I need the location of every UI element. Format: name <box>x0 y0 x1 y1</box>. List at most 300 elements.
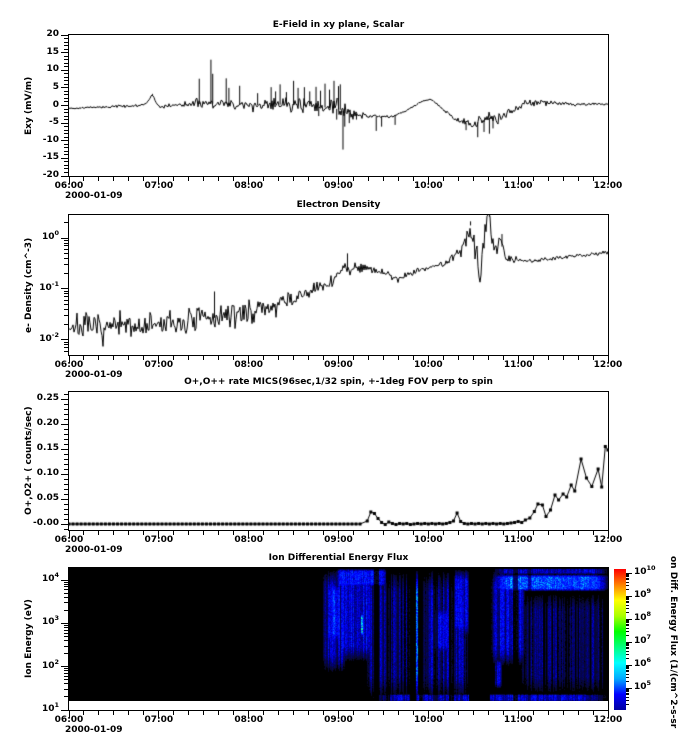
x-minor-tick <box>563 711 564 715</box>
x-minor-tick <box>398 356 399 360</box>
y-minor-tick <box>64 434 68 435</box>
x-minor-tick <box>188 356 189 360</box>
x-minor-tick <box>278 356 279 360</box>
x-minor-tick <box>533 531 534 535</box>
x-minor-tick <box>443 711 444 715</box>
y-minor-tick <box>64 479 68 480</box>
y-tick-label: 20 <box>46 29 59 39</box>
y-minor-tick <box>64 168 68 169</box>
x-tick-label: 07:00 <box>144 181 174 191</box>
x-minor-tick <box>203 356 204 360</box>
colorbar-minor-tick <box>626 608 629 609</box>
x-minor-tick <box>218 531 219 535</box>
x-minor-tick <box>488 711 489 715</box>
x-tick-label: 12:00 <box>593 181 623 191</box>
panel2-y-axis-label: e- Density (cm^-3) <box>24 237 34 333</box>
x-minor-tick <box>218 177 219 181</box>
x-tick-label: 07:00 <box>144 360 174 370</box>
colorbar-minor-tick <box>626 582 629 583</box>
y-minor-tick <box>64 273 68 274</box>
x-minor-tick <box>278 531 279 535</box>
x-minor-tick <box>458 531 459 535</box>
x-minor-tick <box>533 177 534 181</box>
x-tick-label: 09:00 <box>324 181 353 191</box>
y-major-tick <box>61 499 68 500</box>
y-minor-tick <box>64 633 68 634</box>
y-minor-tick <box>64 673 68 674</box>
y-minor-tick <box>64 45 68 46</box>
colorbar-minor-tick <box>626 585 629 586</box>
y-major-tick <box>61 123 68 124</box>
date-label: 2000-01-09 <box>65 191 123 201</box>
x-minor-tick <box>308 531 309 535</box>
y-minor-tick <box>64 454 68 455</box>
y-minor-tick <box>64 414 68 415</box>
y-minor-tick <box>64 519 68 520</box>
colorbar-tick-label: $10^8$ <box>634 610 652 623</box>
y-major-tick <box>61 424 68 425</box>
y-minor-tick <box>64 304 68 305</box>
x-minor-tick <box>263 531 264 535</box>
ion-flux-spectrogram <box>69 568 608 701</box>
x-tick-label: 10:00 <box>414 360 443 370</box>
y-tick-label: $10^3$ <box>41 614 59 628</box>
y-minor-tick <box>64 429 68 430</box>
x-minor-tick <box>83 531 84 535</box>
y-tick-label: 0.05 <box>36 493 59 503</box>
panel4-title: Ion Differential Energy Flux <box>268 553 409 563</box>
x-minor-tick <box>263 711 264 715</box>
y-tick-label: $10^4$ <box>41 571 59 585</box>
y-minor-tick <box>64 630 68 631</box>
x-minor-tick <box>263 177 264 181</box>
y-major-tick <box>61 288 68 289</box>
y-minor-tick <box>64 646 68 647</box>
x-tick-label: 12:00 <box>593 715 623 725</box>
colorbar-minor-tick <box>626 624 629 625</box>
x-tick-label: 09:00 <box>324 715 353 725</box>
y-major-tick <box>61 238 68 239</box>
y-tick-label: $10^{-2}$ <box>39 330 59 344</box>
x-minor-tick <box>578 711 579 715</box>
x-minor-tick <box>293 531 294 535</box>
colorbar-minor-tick <box>626 689 629 690</box>
y-minor-tick <box>64 324 68 325</box>
colorbar-minor-tick <box>626 704 629 705</box>
y-minor-tick <box>64 696 68 697</box>
y-tick-label: 0.15 <box>36 443 59 453</box>
colorbar-minor-tick <box>626 671 629 672</box>
y-minor-tick <box>64 464 68 465</box>
y-minor-tick <box>64 249 68 250</box>
x-tick-label: 06:00 <box>54 715 84 725</box>
colorbar-minor-tick <box>626 681 629 682</box>
y-minor-tick <box>64 509 68 510</box>
y-minor-tick <box>64 653 68 654</box>
colorbar-minor-tick <box>626 578 629 579</box>
y-minor-tick <box>64 351 68 352</box>
y-tick-label: 0 <box>52 99 59 110</box>
x-minor-tick <box>188 711 189 715</box>
x-minor-tick <box>293 177 294 181</box>
y-minor-tick <box>64 94 68 95</box>
y-tick-label: 15 <box>46 46 59 57</box>
x-minor-tick <box>368 177 369 181</box>
colorbar-minor-tick <box>626 667 629 668</box>
x-minor-tick <box>383 531 384 535</box>
y-minor-tick <box>64 172 68 173</box>
colorbar-minor-tick <box>626 575 629 576</box>
colorbar-minor-tick <box>626 589 629 590</box>
y-major-tick <box>61 52 68 53</box>
y-minor-tick <box>64 347 68 348</box>
y-minor-tick <box>64 130 68 131</box>
y-minor-tick <box>64 222 68 223</box>
x-minor-tick <box>398 711 399 715</box>
colorbar-minor-tick <box>626 622 629 623</box>
colorbar-tick-label: $10^5$ <box>634 679 652 692</box>
x-minor-tick <box>578 531 579 535</box>
x-minor-tick <box>173 177 174 181</box>
y-tick-label: 0.25 <box>36 393 59 403</box>
y-major-tick <box>61 105 68 106</box>
y-minor-tick <box>64 258 68 259</box>
x-tick-label: 10:00 <box>414 715 443 725</box>
y-minor-tick <box>64 56 68 57</box>
colorbar-tick-label: $10^6$ <box>634 656 652 669</box>
x-tick-label: 10:00 <box>414 181 443 191</box>
y-minor-tick <box>64 243 68 244</box>
colorbar-minor-tick <box>626 576 629 577</box>
y-minor-tick <box>64 584 68 585</box>
y-minor-tick <box>64 668 68 669</box>
x-minor-tick <box>383 177 384 181</box>
x-minor-tick <box>368 531 369 535</box>
y-minor-tick <box>64 38 68 39</box>
x-minor-tick <box>533 711 534 715</box>
y-minor-tick <box>64 63 68 64</box>
x-minor-tick <box>218 711 219 715</box>
date-label: 2000-01-09 <box>65 545 123 555</box>
y-minor-tick <box>64 84 68 85</box>
panel1-y-axis-label: Exy (mV/m) <box>24 76 34 135</box>
y-minor-tick <box>64 112 68 113</box>
y-minor-tick <box>64 144 68 145</box>
y-tick-label: $10^0$ <box>41 229 59 243</box>
x-minor-tick <box>533 356 534 360</box>
colorbar-minor-tick <box>626 635 629 636</box>
electron-density-line-chart <box>69 215 608 355</box>
y-minor-tick <box>64 484 68 485</box>
y-minor-tick <box>64 676 68 677</box>
x-minor-tick <box>278 711 279 715</box>
y-minor-tick <box>64 625 68 626</box>
y-minor-tick <box>64 529 68 530</box>
x-minor-tick <box>173 711 174 715</box>
x-minor-tick <box>353 177 354 181</box>
colorbar-minor-tick <box>626 670 629 671</box>
colorbar-minor-tick <box>626 691 629 692</box>
colorbar-minor-tick <box>626 599 629 600</box>
y-major-tick <box>61 623 68 624</box>
y-minor-tick <box>64 494 68 495</box>
x-tick-label: 08:00 <box>234 181 263 191</box>
x-tick-label: 10:00 <box>414 535 443 545</box>
date-label: 2000-01-09 <box>65 370 123 380</box>
y-minor-tick <box>64 300 68 301</box>
y-minor-tick <box>64 91 68 92</box>
x-minor-tick <box>173 531 174 535</box>
y-minor-tick <box>64 582 68 583</box>
x-tick-label: 11:00 <box>503 535 533 545</box>
panel3-title: O+,O++ rate MICS(96sec,1/32 spin, +-1deg FOV perp to spin <box>184 377 493 387</box>
y-minor-tick <box>64 689 68 690</box>
y-tick-label: $10^1$ <box>41 701 59 714</box>
y-minor-tick <box>64 459 68 460</box>
x-minor-tick <box>98 356 99 360</box>
y-minor-tick <box>64 586 68 587</box>
x-minor-tick <box>98 177 99 181</box>
x-minor-tick <box>563 356 564 360</box>
y-minor-tick <box>64 137 68 138</box>
x-minor-tick <box>488 531 489 535</box>
x-minor-tick <box>578 177 579 181</box>
x-tick-label: 11:00 <box>503 360 533 370</box>
y-major-tick <box>61 158 68 159</box>
x-minor-tick <box>353 531 354 535</box>
y-tick-label: -0.00 <box>33 518 59 528</box>
y-tick-label: -20 <box>42 170 59 180</box>
y-minor-tick <box>64 444 68 445</box>
colorbar-minor-tick <box>626 648 629 649</box>
colorbar-minor-tick <box>626 643 629 644</box>
x-minor-tick <box>458 356 459 360</box>
colorbar-minor-tick <box>626 628 629 629</box>
x-minor-tick <box>368 356 369 360</box>
x-tick-label: 11:00 <box>503 715 533 725</box>
ion-rate-line-chart <box>69 392 608 530</box>
y-major-tick <box>61 580 68 581</box>
y-minor-tick <box>64 161 68 162</box>
colorbar-minor-tick <box>626 674 629 675</box>
y-minor-tick <box>64 98 68 99</box>
y-tick-label: 10 <box>46 64 59 75</box>
colorbar-minor-tick <box>626 693 629 694</box>
x-minor-tick <box>263 356 264 360</box>
y-major-tick <box>61 710 68 711</box>
colorbar-minor-tick <box>626 612 629 613</box>
colorbar-minor-tick <box>626 631 629 632</box>
y-minor-tick <box>64 593 68 594</box>
y-minor-tick <box>64 344 68 345</box>
x-minor-tick <box>578 356 579 360</box>
x-minor-tick <box>398 531 399 535</box>
y-minor-tick <box>64 101 68 102</box>
x-tick-label: 08:00 <box>234 360 263 370</box>
x-minor-tick <box>128 711 129 715</box>
x-minor-tick <box>308 356 309 360</box>
x-minor-tick <box>128 531 129 535</box>
x-minor-tick <box>458 711 459 715</box>
y-minor-tick <box>64 80 68 81</box>
y-minor-tick <box>64 154 68 155</box>
date-label: 2000-01-09 <box>65 725 123 735</box>
colorbar-minor-tick <box>626 690 629 691</box>
panel2-title: Electron Density <box>296 200 381 210</box>
y-major-tick <box>61 524 68 525</box>
y-minor-tick <box>64 109 68 110</box>
y-minor-tick <box>64 73 68 74</box>
y-major-tick <box>61 70 68 71</box>
x-minor-tick <box>473 177 474 181</box>
y-minor-tick <box>64 49 68 50</box>
y-minor-tick <box>64 602 68 603</box>
colorbar-minor-tick <box>626 645 629 646</box>
y-minor-tick <box>64 404 68 405</box>
y-major-tick <box>61 35 68 36</box>
x-minor-tick <box>83 177 84 181</box>
x-minor-tick <box>548 356 549 360</box>
y-tick-label: 0.10 <box>36 468 59 478</box>
x-minor-tick <box>113 531 114 535</box>
colorbar-minor-tick <box>626 574 629 575</box>
x-minor-tick <box>383 711 384 715</box>
colorbar-minor-tick <box>626 597 629 598</box>
x-minor-tick <box>353 356 354 360</box>
y-minor-tick <box>64 409 68 410</box>
x-tick-label: 12:00 <box>593 535 623 545</box>
colorbar-minor-tick <box>626 700 629 701</box>
x-minor-tick <box>98 531 99 535</box>
y-minor-tick <box>64 42 68 43</box>
x-tick-label: 08:00 <box>234 535 263 545</box>
x-minor-tick <box>293 356 294 360</box>
y-minor-tick <box>64 151 68 152</box>
y-minor-tick <box>64 610 68 611</box>
y-minor-tick <box>64 627 68 628</box>
colorbar-minor-tick <box>626 605 629 606</box>
colorbar-axis-label: on Diff. Energy Flux (1/(cm^2-s-sr <box>668 556 678 729</box>
colorbar-minor-tick <box>626 620 629 621</box>
y-minor-tick <box>64 264 68 265</box>
y-major-tick <box>61 176 68 177</box>
colorbar-minor-tick <box>626 697 629 698</box>
x-minor-tick <box>488 177 489 181</box>
y-minor-tick <box>64 342 68 343</box>
x-minor-tick <box>278 177 279 181</box>
x-minor-tick <box>443 356 444 360</box>
x-minor-tick <box>548 531 549 535</box>
colorbar-minor-tick <box>626 668 629 669</box>
y-minor-tick <box>64 119 68 120</box>
panel1-title: E-Field in xy plane, Scalar <box>272 20 405 30</box>
y-tick-label: -10 <box>42 134 59 145</box>
x-minor-tick <box>128 177 129 181</box>
y-tick-label: -15 <box>42 152 59 163</box>
x-minor-tick <box>203 531 204 535</box>
y-minor-tick <box>64 670 68 671</box>
x-minor-tick <box>443 177 444 181</box>
y-major-tick <box>61 666 68 667</box>
x-minor-tick <box>548 177 549 181</box>
y-minor-tick <box>64 679 68 680</box>
y-minor-tick <box>64 309 68 310</box>
x-minor-tick <box>113 177 114 181</box>
x-minor-tick <box>443 531 444 535</box>
x-tick-label: 07:00 <box>144 535 174 545</box>
x-minor-tick <box>473 711 474 715</box>
x-minor-tick <box>473 356 474 360</box>
x-tick-label: 06:00 <box>54 181 84 191</box>
y-minor-tick <box>64 116 68 117</box>
x-minor-tick <box>383 356 384 360</box>
y-minor-tick <box>64 419 68 420</box>
x-tick-label: 09:00 <box>324 360 353 370</box>
x-minor-tick <box>188 531 189 535</box>
x-minor-tick <box>308 177 309 181</box>
colorbar-minor-tick <box>626 677 629 678</box>
x-minor-tick <box>83 711 84 715</box>
y-major-tick <box>61 87 68 88</box>
x-minor-tick <box>293 711 294 715</box>
x-minor-tick <box>203 177 204 181</box>
x-minor-tick <box>188 177 189 181</box>
colorbar-tick-label: $10^7$ <box>634 633 652 646</box>
x-tick-label: 07:00 <box>144 715 174 725</box>
x-tick-label: 09:00 <box>324 535 353 545</box>
y-minor-tick <box>64 245 68 246</box>
x-minor-tick <box>353 711 354 715</box>
colorbar-tick-label: $10^{10}$ <box>634 564 656 577</box>
y-minor-tick <box>64 296 68 297</box>
x-minor-tick <box>203 711 204 715</box>
colorbar-minor-tick <box>626 658 629 659</box>
x-tick-label: 08:00 <box>234 715 263 725</box>
y-minor-tick <box>64 165 68 166</box>
y-major-tick <box>61 399 68 400</box>
y-minor-tick <box>64 126 68 127</box>
x-tick-label: 06:00 <box>54 535 84 545</box>
x-tick-label: 06:00 <box>54 360 84 370</box>
x-minor-tick <box>563 177 564 181</box>
x-minor-tick <box>458 177 459 181</box>
y-major-tick <box>61 140 68 141</box>
colorbar-minor-tick <box>626 602 629 603</box>
colorbar-minor-tick <box>626 579 629 580</box>
y-major-tick <box>61 339 68 340</box>
y-minor-tick <box>64 439 68 440</box>
y-minor-tick <box>64 597 68 598</box>
x-minor-tick <box>398 177 399 181</box>
colorbar <box>614 569 626 710</box>
y-major-tick <box>61 474 68 475</box>
colorbar-minor-tick <box>626 601 629 602</box>
y-tick-label: -5 <box>49 117 59 128</box>
colorbar-minor-tick <box>626 621 629 622</box>
y-minor-tick <box>64 315 68 316</box>
y-minor-tick <box>64 133 68 134</box>
colorbar-minor-tick <box>626 694 629 695</box>
x-minor-tick <box>98 711 99 715</box>
x-minor-tick <box>128 356 129 360</box>
y-minor-tick <box>64 504 68 505</box>
colorbar-minor-tick <box>626 666 629 667</box>
x-minor-tick <box>368 711 369 715</box>
y-minor-tick <box>64 77 68 78</box>
y-minor-tick <box>64 59 68 60</box>
colorbar-minor-tick <box>626 647 629 648</box>
x-minor-tick <box>113 711 114 715</box>
